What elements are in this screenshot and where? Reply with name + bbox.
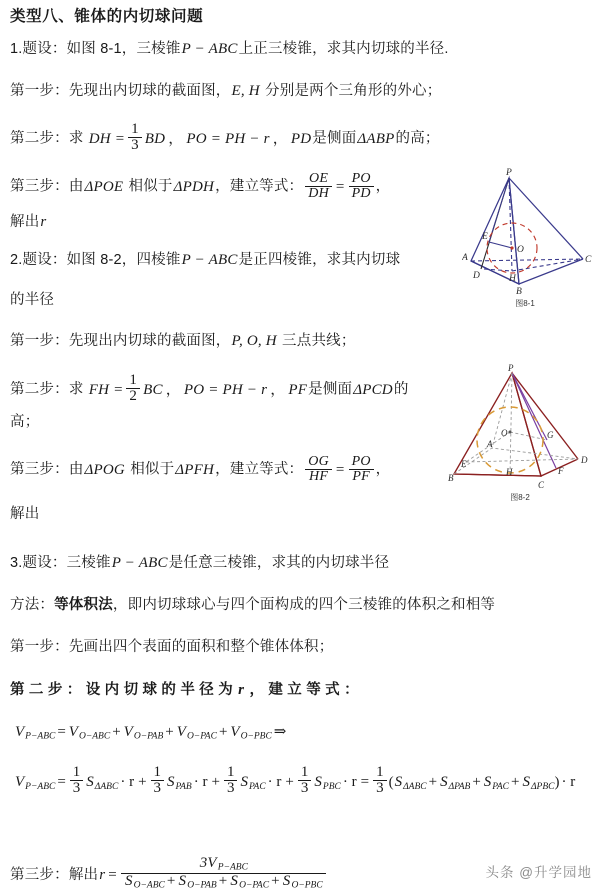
- equals-sign: =: [335, 178, 345, 195]
- problem-2-setup-line-2: [10, 291, 54, 309]
- step-math-3: PO = PH − r: [186, 130, 270, 147]
- step-math: E, H: [231, 83, 260, 99]
- step-math-4: PD: [290, 130, 312, 147]
- step-math-3: PO = PH − r: [183, 381, 268, 398]
- eq-implies-arrow: ⇒: [273, 724, 287, 740]
- fraction-denominator: 3: [298, 780, 312, 796]
- eq-group-subscript: ΔPAB: [448, 782, 471, 793]
- problem-3-step-2: [10, 681, 359, 700]
- label-O: O: [501, 428, 508, 438]
- label-E: E: [482, 232, 488, 242]
- eq-dot-r: · r: [267, 774, 282, 791]
- page-title: 类型八、锥体的内切球问题: [10, 8, 204, 25]
- eq-term-symbol: V: [123, 724, 133, 740]
- radius-symbol: r: [99, 867, 106, 884]
- fraction-og-hf: [303, 455, 334, 485]
- fraction-numerator: OE: [309, 171, 329, 186]
- eq-group-symbol: S: [483, 774, 492, 791]
- den-term-subscript: O−PAB: [187, 881, 217, 891]
- problem-3-setup-text-a: 三棱锥: [66, 555, 111, 571]
- problem-1-step-2: 第二步：求 DH = $\frac{1}{3}$ BD ， PO = PH − r ， PD是侧面ΔABP的高；: [10, 121, 440, 154]
- fraction-numerator: 1: [131, 121, 139, 137]
- problem-3-setup-text-b: 是任意三棱锥，求其的内切球半径: [168, 555, 390, 571]
- step-2-spaced-text-b: ， 建 立 等 式 ：: [249, 682, 359, 698]
- fraction-numerator: 1: [153, 764, 162, 780]
- step-text-a: 由: [68, 461, 84, 478]
- fraction-one-third: [149, 765, 167, 797]
- fraction-denominator: PF: [349, 469, 374, 484]
- face-pbc: [509, 178, 583, 284]
- problem-3-setup-label: 3.题设：: [10, 555, 67, 571]
- step-math-4: PF: [288, 381, 308, 398]
- eq-lhs-symbol: V: [15, 774, 25, 791]
- eq-term-subscript: ΔABC: [94, 782, 119, 793]
- label-E: E: [461, 459, 467, 469]
- fraction-numerator: OG: [308, 454, 329, 469]
- fraction-denominator: 2: [126, 388, 140, 404]
- figure-8-2-caption: 图8-2: [510, 493, 530, 502]
- fraction-oe-dh: [303, 172, 334, 202]
- fraction-one-third: [126, 122, 144, 154]
- fraction-po-pf: [347, 455, 376, 485]
- eq-term-symbol: S: [167, 774, 175, 791]
- problem-1-setup-label: 1.题设：: [10, 41, 67, 57]
- eq-group-symbol: S: [522, 774, 530, 791]
- eq-term-subscript: O−PAB: [133, 731, 164, 742]
- label-B: B: [516, 287, 522, 296]
- eq-group-symbol: S: [394, 774, 403, 791]
- step-text-a: 求: [68, 381, 84, 398]
- problem-1-solve: [10, 213, 47, 232]
- edge-ac-hidden: [471, 259, 583, 261]
- step-text: 先画出四个表面的面积和整个锥体体积；: [68, 639, 334, 655]
- label-A: A: [487, 439, 493, 449]
- solve-text: 解出: [10, 214, 40, 230]
- label-B: B: [448, 473, 454, 483]
- eq-term-subscript: O−PAC: [186, 731, 217, 742]
- fraction-po-pd: [347, 172, 376, 202]
- numerator-symbol: 3V: [199, 855, 217, 871]
- figure-8-1: [462, 166, 592, 301]
- den-term-symbol: S: [124, 873, 133, 890]
- label-C: C: [585, 255, 592, 265]
- fraction-one-third: [296, 765, 314, 797]
- label-F: F: [558, 466, 564, 476]
- edge-bc: [454, 474, 541, 476]
- equation-volume-sum: $V_{P-ABC} = V_{O-ABC} + V_{O-PAB} + V_{O-PAC} + V_{O-PBC}$ ⇒: [15, 724, 287, 742]
- eq-group-subscript: ΔABC: [403, 782, 427, 793]
- eq-group-subscript: PAC: [492, 782, 510, 793]
- problem-1-step-3: [10, 172, 390, 202]
- equation-volume-expanded: $V_{P-ABC}$ = $\frac{1}{3}$ $S_{\Delta ABC} \cdot r$ + $\frac{1}{3}$ $S_{PAB} \cdot r$ + $\frac{1}{3}$ $S_{PAC} \cdot r$ + $\frac{1}{3}$ $S_{PBC} \cdot r$ = $\frac{1}{3}$ $(S_{\Delta ABC} + S_{\Delta PAB} + S_{PAC} + S_{\Delta PBC}) \cdot r$: [15, 764, 576, 797]
- step-text-b: 分别是两个三角形的外心；: [265, 83, 442, 99]
- label-H: H: [506, 467, 513, 477]
- figure-8-1-caption: 图8-1: [515, 299, 535, 308]
- eq-equals: =: [57, 724, 66, 740]
- fraction-numerator: 1: [300, 764, 309, 780]
- step-text-b: 是侧面: [312, 130, 357, 147]
- den-term-subscript: O−PAC: [239, 881, 270, 891]
- label-C: C: [538, 480, 545, 490]
- edge-pd: [512, 373, 578, 459]
- problem-1-setup-math: P − ABC: [181, 41, 238, 57]
- fraction-denominator: 3: [128, 137, 142, 153]
- eq-term-symbol: S: [314, 774, 322, 791]
- equals-sign: =: [108, 867, 117, 884]
- step-2-spaced-text: 第 二 步 ： 设 内 切 球 的 半 径 为: [10, 682, 233, 698]
- fraction-numerator: 1: [226, 764, 235, 780]
- eq-term-subscript: O−ABC: [78, 731, 111, 742]
- problem-2-step-3: [10, 455, 390, 485]
- solve-text: 解出: [10, 506, 40, 522]
- step-text-c: 的: [393, 381, 409, 398]
- eq-term-subscript: PAB: [175, 782, 192, 793]
- step-text-d: 高；: [10, 414, 40, 430]
- step-label: 第三步：: [10, 178, 69, 195]
- eq-group-symbol: S: [440, 774, 448, 791]
- figure-8-2-svg: [448, 364, 598, 494]
- eq-lhs-subscript: P−ABC: [25, 782, 56, 793]
- problem-1-setup: [10, 40, 449, 59]
- eq-term-subscript: PBC: [322, 782, 341, 793]
- problem-2-step-1: [10, 332, 356, 351]
- den-term-subscript: O−PBC: [291, 881, 323, 891]
- fraction-numerator: [121, 856, 326, 873]
- trailing-comma: ，: [375, 461, 391, 478]
- step-text-a: 求: [68, 130, 84, 147]
- step-text-b: 三点共线；: [282, 333, 356, 349]
- eq-dot-r: · r: [120, 774, 135, 791]
- step-math-5: ΔABP: [357, 130, 395, 147]
- method-name: 等体积法: [54, 597, 113, 613]
- fraction-denominator: DH: [305, 186, 332, 201]
- step-label: 第一步：: [10, 83, 69, 99]
- step-label: 第二步：: [10, 130, 69, 147]
- problem-3-step-1: [10, 638, 333, 656]
- label-G: G: [547, 430, 554, 440]
- den-term-symbol: S: [282, 873, 291, 890]
- solve-math: r: [40, 214, 47, 230]
- step-math-1: ΔPOG: [84, 461, 125, 478]
- figure-8-1-svg: [462, 166, 592, 296]
- fraction-one-half: [124, 373, 142, 405]
- fraction-denominator: 3: [151, 780, 165, 796]
- step-math-1: DH =: [88, 130, 126, 147]
- fraction-numerator: 1: [72, 764, 81, 780]
- step-math: P, O, H: [231, 333, 277, 349]
- fraction-numerator: 1: [129, 372, 138, 388]
- edge-ef-hidden: [466, 459, 578, 462]
- method-text: ，即内切球球心与四个面构成的四个三棱锥的体积之和相等: [112, 597, 496, 613]
- step-math-2: BD: [144, 130, 166, 147]
- eq-dot-r: · r: [342, 774, 357, 791]
- problem-2-setup-text-c: 的半径: [10, 292, 55, 308]
- step-math-1: FH =: [88, 381, 124, 398]
- step-label: 第三步：: [10, 461, 69, 478]
- step-math-2: ΔPDH: [173, 178, 215, 195]
- fraction-denominator: HF: [305, 469, 332, 484]
- step-label: 第一步：: [10, 639, 69, 655]
- eq-dot-r: · r: [561, 774, 576, 791]
- problem-3-step-3: [10, 856, 328, 892]
- problem-1-setup-text-b: 上正三棱锥，求其内切球的半径.: [238, 41, 449, 57]
- eq-lhs-subscript: P−ABC: [25, 731, 56, 742]
- center-point-o: [509, 431, 512, 434]
- problem-3-setup-math: P − ABC: [111, 555, 168, 571]
- fraction-one-third: [68, 765, 86, 797]
- problem-2-setup-text-b: 是正四棱锥，求其内切球: [238, 252, 401, 268]
- step-label: 第一步：: [10, 333, 69, 349]
- problem-3-setup: [10, 554, 389, 573]
- step-text-c: 的高；: [395, 130, 440, 147]
- eq-equals: =: [57, 774, 66, 791]
- numerator-subscript: P−ABC: [217, 862, 248, 873]
- label-P: P: [506, 168, 512, 178]
- label-P: P: [508, 364, 514, 373]
- problem-2-step-2-cont: [10, 413, 39, 431]
- step-text-c: ，建立等式：: [215, 461, 304, 478]
- fraction-denominator: $S_{O-ABC} + S_{O-PAB} + S_{O-PAC} + S_{O-PBC}$: [121, 873, 326, 891]
- eq-group-subscript: ΔPBC: [530, 782, 555, 793]
- eq-dot-r: · r: [193, 774, 208, 791]
- fraction-one-third: [222, 765, 240, 797]
- step-label: 第三步：: [10, 867, 69, 884]
- den-term-symbol: S: [178, 873, 187, 890]
- step-text-a: 先现出内切球的截面图，: [68, 83, 231, 99]
- den-term-subscript: O−ABC: [133, 881, 165, 891]
- step-text-b: 相似于: [130, 461, 175, 478]
- equals-sign: =: [335, 461, 345, 478]
- eq-term-symbol: S: [86, 774, 94, 791]
- eq-term-symbol: V: [230, 724, 240, 740]
- eq-term-symbol: V: [68, 724, 78, 740]
- eq-term-symbol: V: [176, 724, 186, 740]
- step-math-5: ΔPCD: [353, 381, 393, 398]
- label-D: D: [473, 271, 480, 281]
- step-text: 解出: [68, 867, 99, 884]
- eq-term-symbol: S: [240, 774, 248, 791]
- problem-1-step-1: [10, 82, 441, 101]
- step-text-b: 相似于: [128, 178, 173, 195]
- step-text-a: 先现出内切球的截面图，: [68, 333, 231, 349]
- step-math-1: ΔPOE: [84, 178, 124, 195]
- problem-2-setup-line-1: [10, 251, 400, 270]
- step-label: 第二步：: [10, 381, 69, 398]
- step-text-a: 由: [68, 178, 84, 195]
- problem-2-step-2: 第二步：求 FH = $\frac{1}{2}$ BC ， PO = PH − r ， PF是侧面ΔPCD的: [10, 372, 409, 405]
- trailing-comma: ，: [375, 178, 391, 195]
- fraction-denominator: 3: [373, 780, 387, 796]
- fraction-numerator: PO: [351, 171, 371, 186]
- step-text-c: ，建立等式：: [215, 178, 304, 195]
- fraction-numerator: 1: [376, 764, 384, 780]
- problem-1-setup-text-a: 如图 8-1，三棱锥: [66, 41, 181, 57]
- fraction-denominator: 3: [70, 780, 84, 796]
- problem-3-method: [10, 596, 495, 614]
- fraction-radius-solution: [119, 856, 328, 892]
- watermark: 头条 @升学园地: [485, 865, 592, 880]
- label-H: H: [509, 274, 516, 284]
- step-math-2: ΔPFH: [175, 461, 215, 478]
- problem-2-setup-label: 2.题设：: [10, 252, 67, 268]
- fraction-one-third: [371, 765, 389, 797]
- label-D: D: [581, 455, 588, 465]
- step-math-2: BC: [143, 381, 163, 398]
- segment-eo: [489, 242, 512, 248]
- label-O: O: [517, 245, 524, 255]
- problem-2-setup-math: P − ABC: [181, 252, 238, 268]
- edge-hc-hidden: [512, 259, 583, 271]
- problem-2-solve: [10, 505, 39, 523]
- figure-8-2: [448, 364, 598, 499]
- problem-2-setup-text-a: 如图 8-2，四棱锥: [66, 252, 181, 268]
- method-label: 方法：: [10, 597, 55, 613]
- step-text-b: 是侧面: [308, 381, 353, 398]
- den-term-symbol: S: [230, 873, 239, 890]
- step-2-math: r: [238, 682, 245, 698]
- eq-term-subscript: PAC: [248, 782, 266, 793]
- center-point-o: [510, 246, 513, 249]
- fraction-numerator: PO: [351, 454, 371, 469]
- face-pab: [471, 178, 519, 284]
- fraction-denominator: 3: [224, 780, 238, 796]
- eq-term-subscript: O−PBC: [240, 731, 272, 742]
- label-A: A: [462, 253, 468, 263]
- fraction-denominator: PD: [349, 186, 374, 201]
- eq-lhs-symbol: V: [15, 724, 25, 740]
